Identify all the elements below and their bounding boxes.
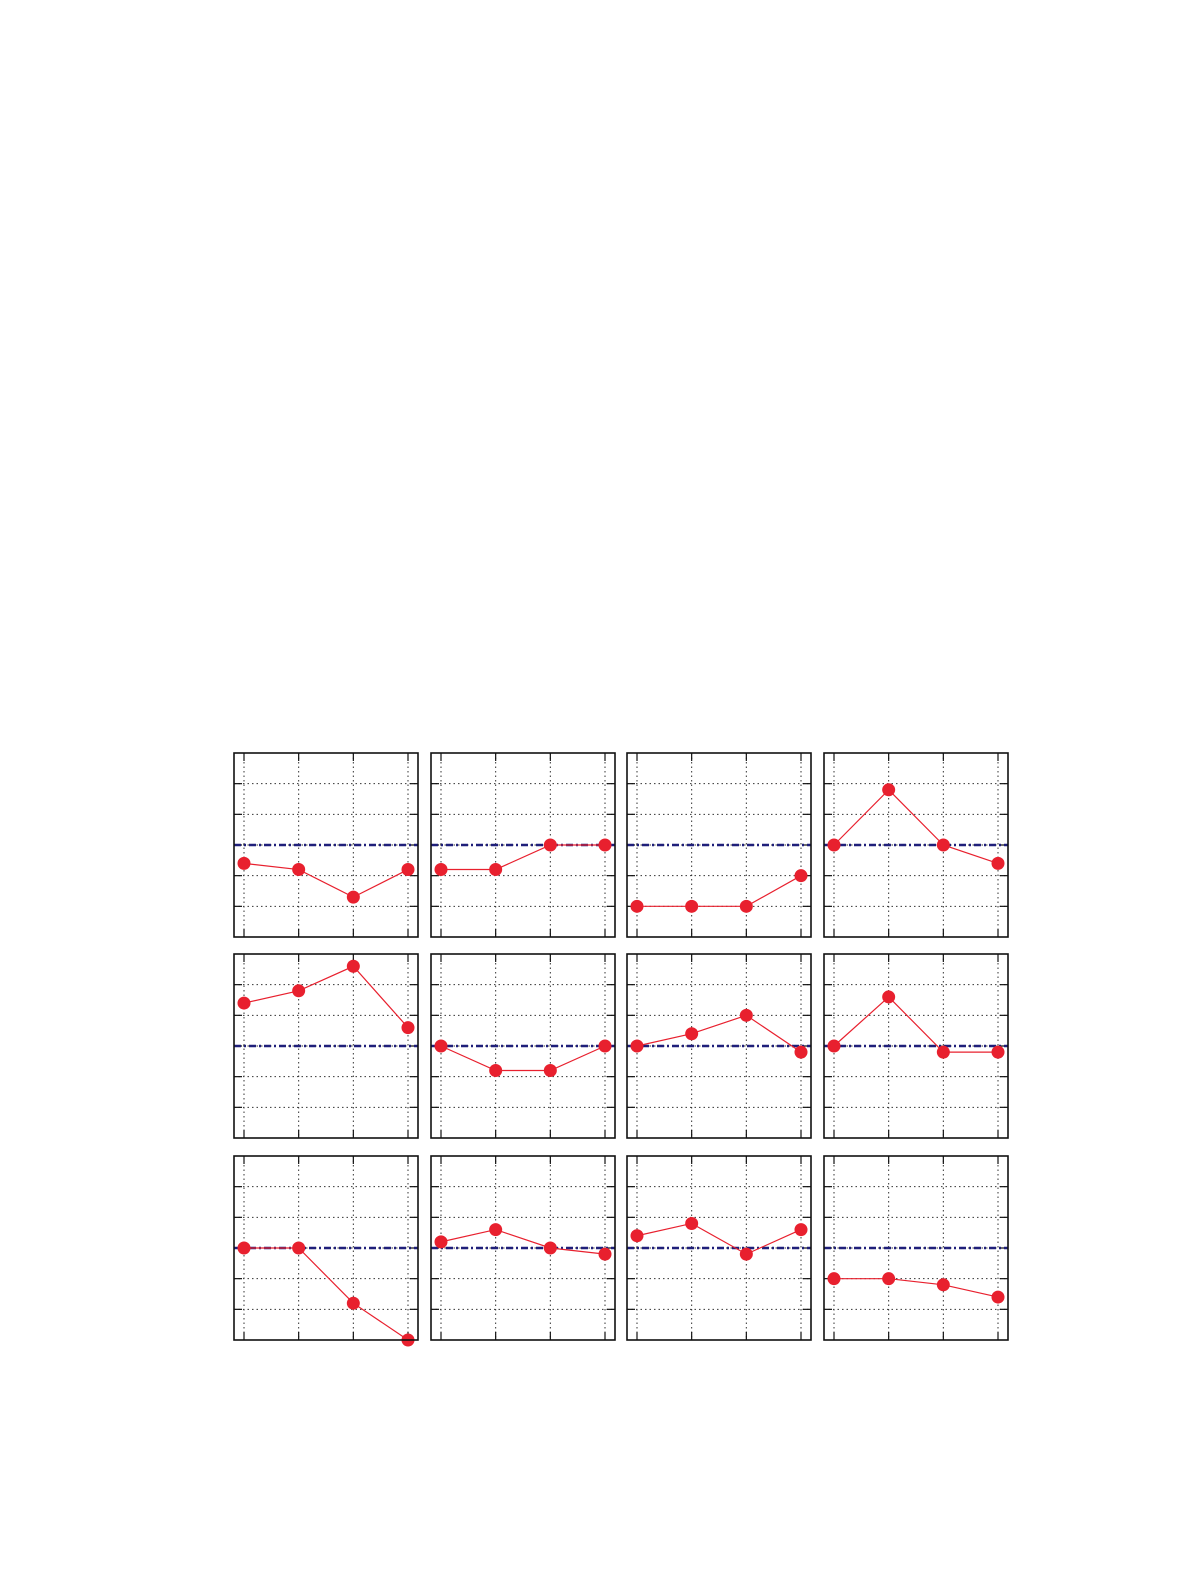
chart-panel-6 xyxy=(431,954,615,1138)
series-line xyxy=(244,863,408,897)
data-point xyxy=(882,783,895,796)
data-point xyxy=(992,1291,1005,1304)
data-point xyxy=(435,1040,448,1053)
data-point xyxy=(685,1217,698,1230)
data-point xyxy=(489,1064,502,1077)
data-point xyxy=(685,1027,698,1040)
chart-panel-3 xyxy=(627,753,811,937)
data-point xyxy=(631,1040,644,1053)
data-point xyxy=(347,1297,360,1310)
data-point xyxy=(292,863,305,876)
data-point xyxy=(347,891,360,904)
data-point xyxy=(489,1223,502,1236)
data-point xyxy=(992,857,1005,870)
data-point xyxy=(937,1278,950,1291)
series-line xyxy=(834,790,998,864)
chart-panel-8 xyxy=(824,954,1008,1138)
series-line xyxy=(637,876,801,907)
data-point xyxy=(599,1248,612,1261)
data-point xyxy=(882,1272,895,1285)
data-point xyxy=(740,1248,753,1261)
chart-panel-11 xyxy=(627,1156,811,1340)
data-point xyxy=(489,863,502,876)
chart-panel-4 xyxy=(824,753,1008,937)
data-point xyxy=(828,1272,841,1285)
series-line xyxy=(441,1230,605,1255)
data-point xyxy=(238,1242,251,1255)
series-line xyxy=(834,997,998,1052)
data-point xyxy=(795,869,808,882)
data-point xyxy=(685,900,698,913)
series-line xyxy=(637,1223,801,1254)
data-point xyxy=(435,1235,448,1248)
data-point xyxy=(292,984,305,997)
data-point xyxy=(882,990,895,1003)
data-point xyxy=(740,900,753,913)
chart-panel-1 xyxy=(234,753,418,937)
series-line xyxy=(441,1046,605,1071)
series-line xyxy=(834,1279,998,1297)
data-point xyxy=(544,1242,557,1255)
data-point xyxy=(992,1046,1005,1059)
chart-panel-9 xyxy=(234,1156,418,1347)
data-point xyxy=(599,839,612,852)
data-point xyxy=(238,857,251,870)
series-line xyxy=(441,845,605,870)
data-point xyxy=(402,1021,415,1034)
data-point xyxy=(544,1064,557,1077)
data-point xyxy=(937,839,950,852)
chart-panel-10 xyxy=(431,1156,615,1340)
data-point xyxy=(238,997,251,1010)
data-point xyxy=(435,863,448,876)
chart-panel-7 xyxy=(627,954,811,1138)
data-point xyxy=(402,863,415,876)
series-line xyxy=(244,1248,408,1340)
chart-panel-12 xyxy=(824,1156,1008,1340)
series-line xyxy=(244,966,408,1027)
data-point xyxy=(828,1040,841,1053)
data-point xyxy=(544,839,557,852)
data-point xyxy=(292,1242,305,1255)
data-point xyxy=(631,900,644,913)
data-point xyxy=(740,1009,753,1022)
chart-panel-5 xyxy=(234,954,418,1138)
data-point xyxy=(631,1229,644,1242)
data-point xyxy=(828,839,841,852)
chart-panel-2 xyxy=(431,753,615,937)
data-point xyxy=(347,960,360,973)
data-point xyxy=(599,1040,612,1053)
data-point xyxy=(795,1223,808,1236)
data-point xyxy=(937,1046,950,1059)
data-point xyxy=(795,1046,808,1059)
